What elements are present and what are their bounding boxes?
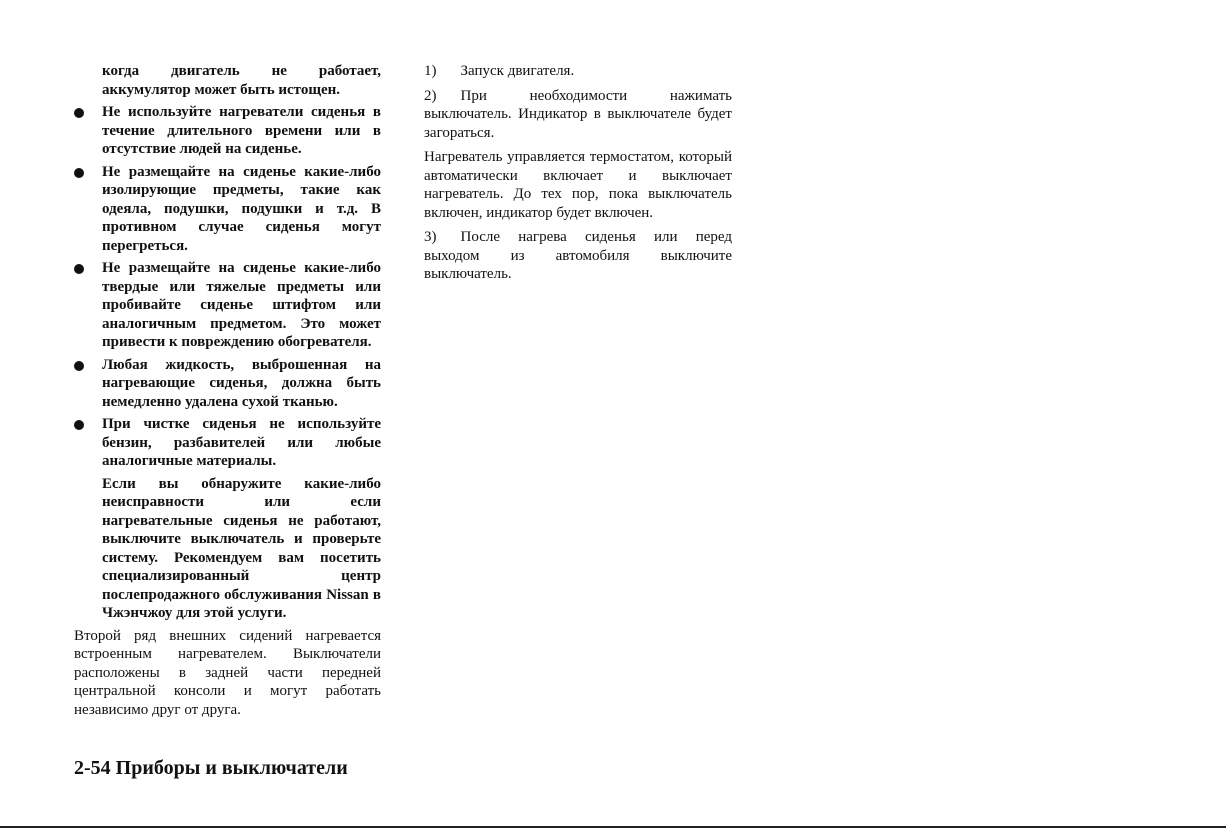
bullet-dot-icon <box>74 361 84 371</box>
warning-bullet-text: При чистке сиденья не используйте бензин, разбавителей или любые аналогичные материалы. <box>102 416 381 469</box>
warning-bullet-text: Не размещайте на сиденье какие-либо изолирующие предметы, такие как одеяла, подушки, подушки и т.д. В противном случае сиденья могут перегреться. <box>102 163 381 254</box>
warning-bullet-3 <box>74 259 381 352</box>
service-note: Если вы обнаружите какие-либо неисправности или если нагревательные сиденья не работают, выключите выключатель и проверьте систему. Рекомендуем вам посетить специализированный центр послепродажного обслуживания Nissan в Чжэнчжоу для этой услуги. <box>102 475 381 621</box>
warning-bullet-text: Не используйте нагреватели сиденья в течение длительного времени или в отсутствие людей на сиденье. <box>102 104 381 157</box>
step-2 <box>424 87 732 143</box>
step-number: 2) <box>424 87 437 104</box>
bullet-dot-icon <box>74 420 84 430</box>
step-text: При необходимости нажимать выключатель. Индикатор в выключателе будет загораться. <box>424 87 732 141</box>
right-column <box>424 62 732 290</box>
bullet-dot-icon <box>74 108 84 118</box>
step-text: После нагрева сиденья или перед выходом из автомобиля выключите выключатель. <box>424 229 732 282</box>
warning-bullet-4 <box>74 356 381 412</box>
warning-bullet-5 <box>74 415 381 471</box>
warning-bullet-2 <box>74 163 381 256</box>
body-paragraph: Второй ряд внешних сидений нагревается встроенным нагревателем. Выключатели расположены в задней части передней центральной консоли и могут работать независимо друг от друга. <box>74 627 381 718</box>
step-3 <box>424 228 732 284</box>
step-number: 1) <box>424 63 437 79</box>
left-column <box>74 62 381 723</box>
bullet-dot-icon <box>74 168 84 178</box>
warning-bullet-1 <box>74 103 381 159</box>
bullet-dot-icon <box>74 264 84 274</box>
step-number: 3) <box>424 229 437 245</box>
warning-continuation: когда двигатель не работает, аккумулятор может быть истощен. <box>102 63 381 98</box>
warning-bullet-text: Любая жидкость, выброшенная на нагревающие сиденья, должна быть немедленно удалена сухой тканью. <box>102 356 381 410</box>
warning-bullet-text: Не размещайте на сиденье какие-либо твердые или тяжелые предметы или пробивайте сиденье штифтом или аналогичным предметом. Это может привести к повреждению обогревателя. <box>102 260 381 350</box>
bottom-divider <box>0 826 1226 828</box>
thermostat-paragraph: Нагреватель управляется термостатом, который автоматически включает и выключает нагреватель. До тех пор, пока выключатель включен, индикатор будет включен. <box>424 149 732 221</box>
page-title: 2-54 Приборы и выключатели <box>74 757 348 779</box>
step-text: Запуск двигателя. <box>460 63 575 79</box>
step-1 <box>424 62 732 81</box>
